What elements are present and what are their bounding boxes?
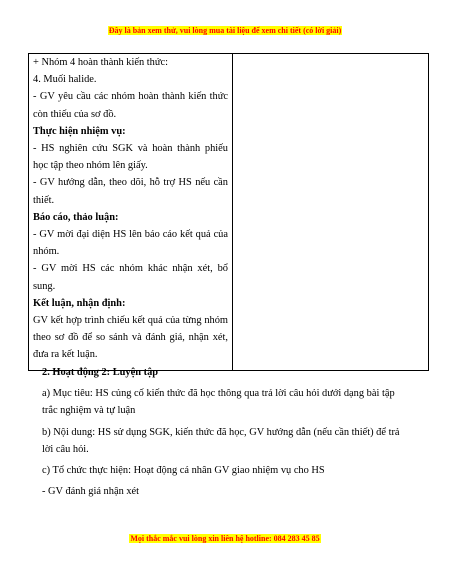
evaluation-paragraph: - GV đánh giá nhận xét	[42, 486, 140, 498]
step-line: - GV hướng dẫn, theo dõi, hỗ trợ HS nếu cần thiết.	[33, 177, 228, 206]
step-heading: Kết luận, nhận định:	[33, 297, 126, 309]
step-heading: Thực hiện nhiệm vụ:	[33, 125, 126, 137]
step-line: + Nhóm 4 hoàn thành kiến thức:	[33, 57, 169, 68]
step-line: - GV mời HS các nhóm khác nhận xét, bổ sung.	[33, 263, 228, 292]
step-line: GV kết hợp trình chiếu kết quả của từng nhóm theo sơ đồ để so sánh và đánh giá, nhận xét, đưa ra kết luận.	[33, 315, 228, 361]
content-paragraph: b) Nội dung: HS sử dụng SGK, kiến thức đã học, GV hướng dẫn (nếu cần thiết) để trả lời câu hỏi.	[42, 426, 400, 455]
lesson-table	[28, 53, 429, 371]
hotline-text: Mọi thắc mắc vui lòng xin liên hệ hotline: 084 283 45 85	[130, 534, 320, 543]
table-row	[29, 54, 429, 371]
expected-outcome-cell	[233, 54, 429, 371]
step-line: - HS nghiên cứu SGK và hoàn thành phiếu học tập theo nhóm lên giấy.	[33, 143, 228, 172]
step-line: - GV mời đại diện HS lên báo cáo kết quả của nhóm.	[33, 229, 228, 258]
activity-steps-cell	[29, 54, 233, 371]
activity-2-section	[42, 364, 412, 500]
preview-notice-banner	[0, 26, 450, 35]
objective-paragraph: a) Mục tiêu: HS củng cố kiến thức đã học thông qua trả lời câu hỏi dưới dạng bài tập trắc nghiệm và tự luận	[42, 388, 395, 417]
step-line: - GV yêu cầu các nhóm hoàn thành kiến thức còn thiếu của sơ đồ.	[33, 91, 228, 120]
organization-paragraph: c) Tổ chức thực hiện: Hoạt động cá nhân GV giao nhiệm vụ cho HS	[42, 465, 325, 477]
step-line: 4. Muối halide.	[33, 74, 97, 86]
preview-notice-text: Đây là bản xem thử, vui lòng mua tài liệu để xem chi tiết (có lời giải)	[108, 26, 342, 35]
section-heading: 2. Hoạt động 2: Luyện tập	[42, 367, 159, 378]
hotline-banner	[0, 534, 450, 543]
step-heading: Báo cáo, thảo luận:	[33, 211, 119, 223]
expected-outcome-content	[233, 54, 428, 60]
activity-steps-content	[29, 54, 232, 370]
